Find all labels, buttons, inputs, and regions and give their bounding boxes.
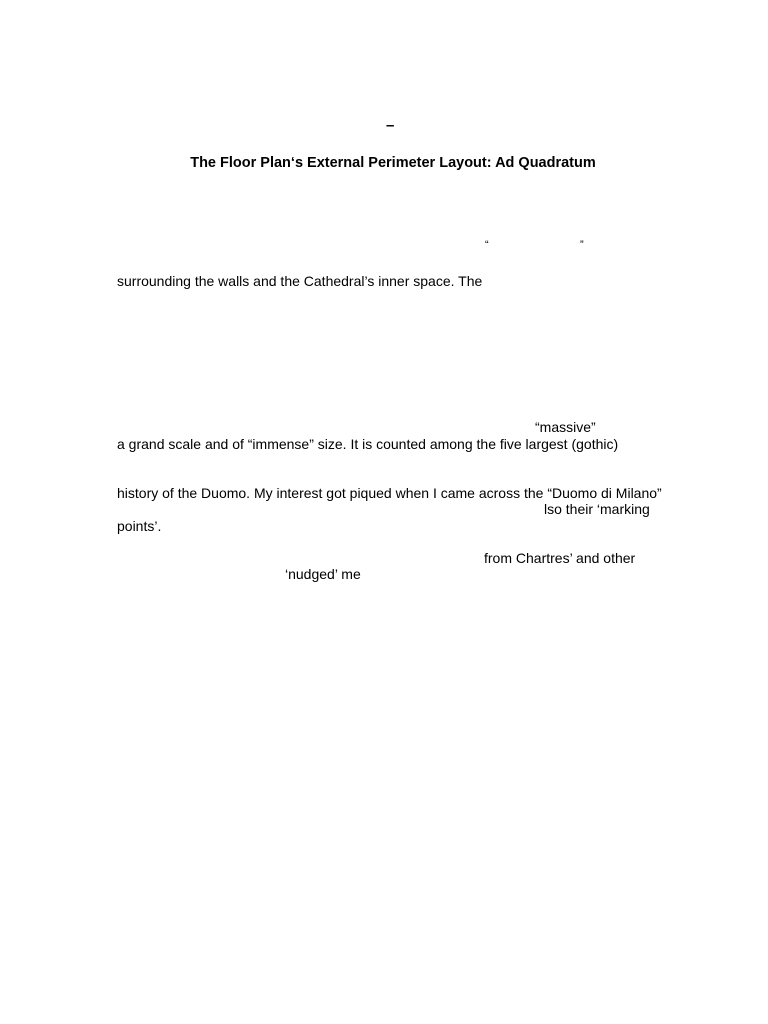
text-line-chartres: from Chartres’ and other (484, 550, 636, 566)
close-quote-mark: ” (580, 239, 584, 251)
text-line-massive: “massive” (535, 419, 596, 435)
text-line-marking: lso their ‘marking (544, 501, 650, 517)
text-line-surrounding-walls: surrounding the walls and the Cathedral’s inner space. The (117, 273, 483, 289)
text-line-nudged: ‘nudged’ me (285, 566, 361, 582)
text-line-points: points’. (117, 518, 162, 534)
text-line-history-duomo: history of the Duomo. My interest got piqued when I came across the “Duomo di Milano” (117, 485, 662, 501)
header-dash: – (386, 117, 395, 134)
section-title: The Floor Plan‘s External Perimeter Layout: Ad Quadratum (190, 155, 596, 171)
open-quote-mark: “ (485, 239, 489, 251)
text-line-grand-scale: a grand scale and of “immense” size. It is counted among the five largest (gothic) (117, 436, 619, 452)
